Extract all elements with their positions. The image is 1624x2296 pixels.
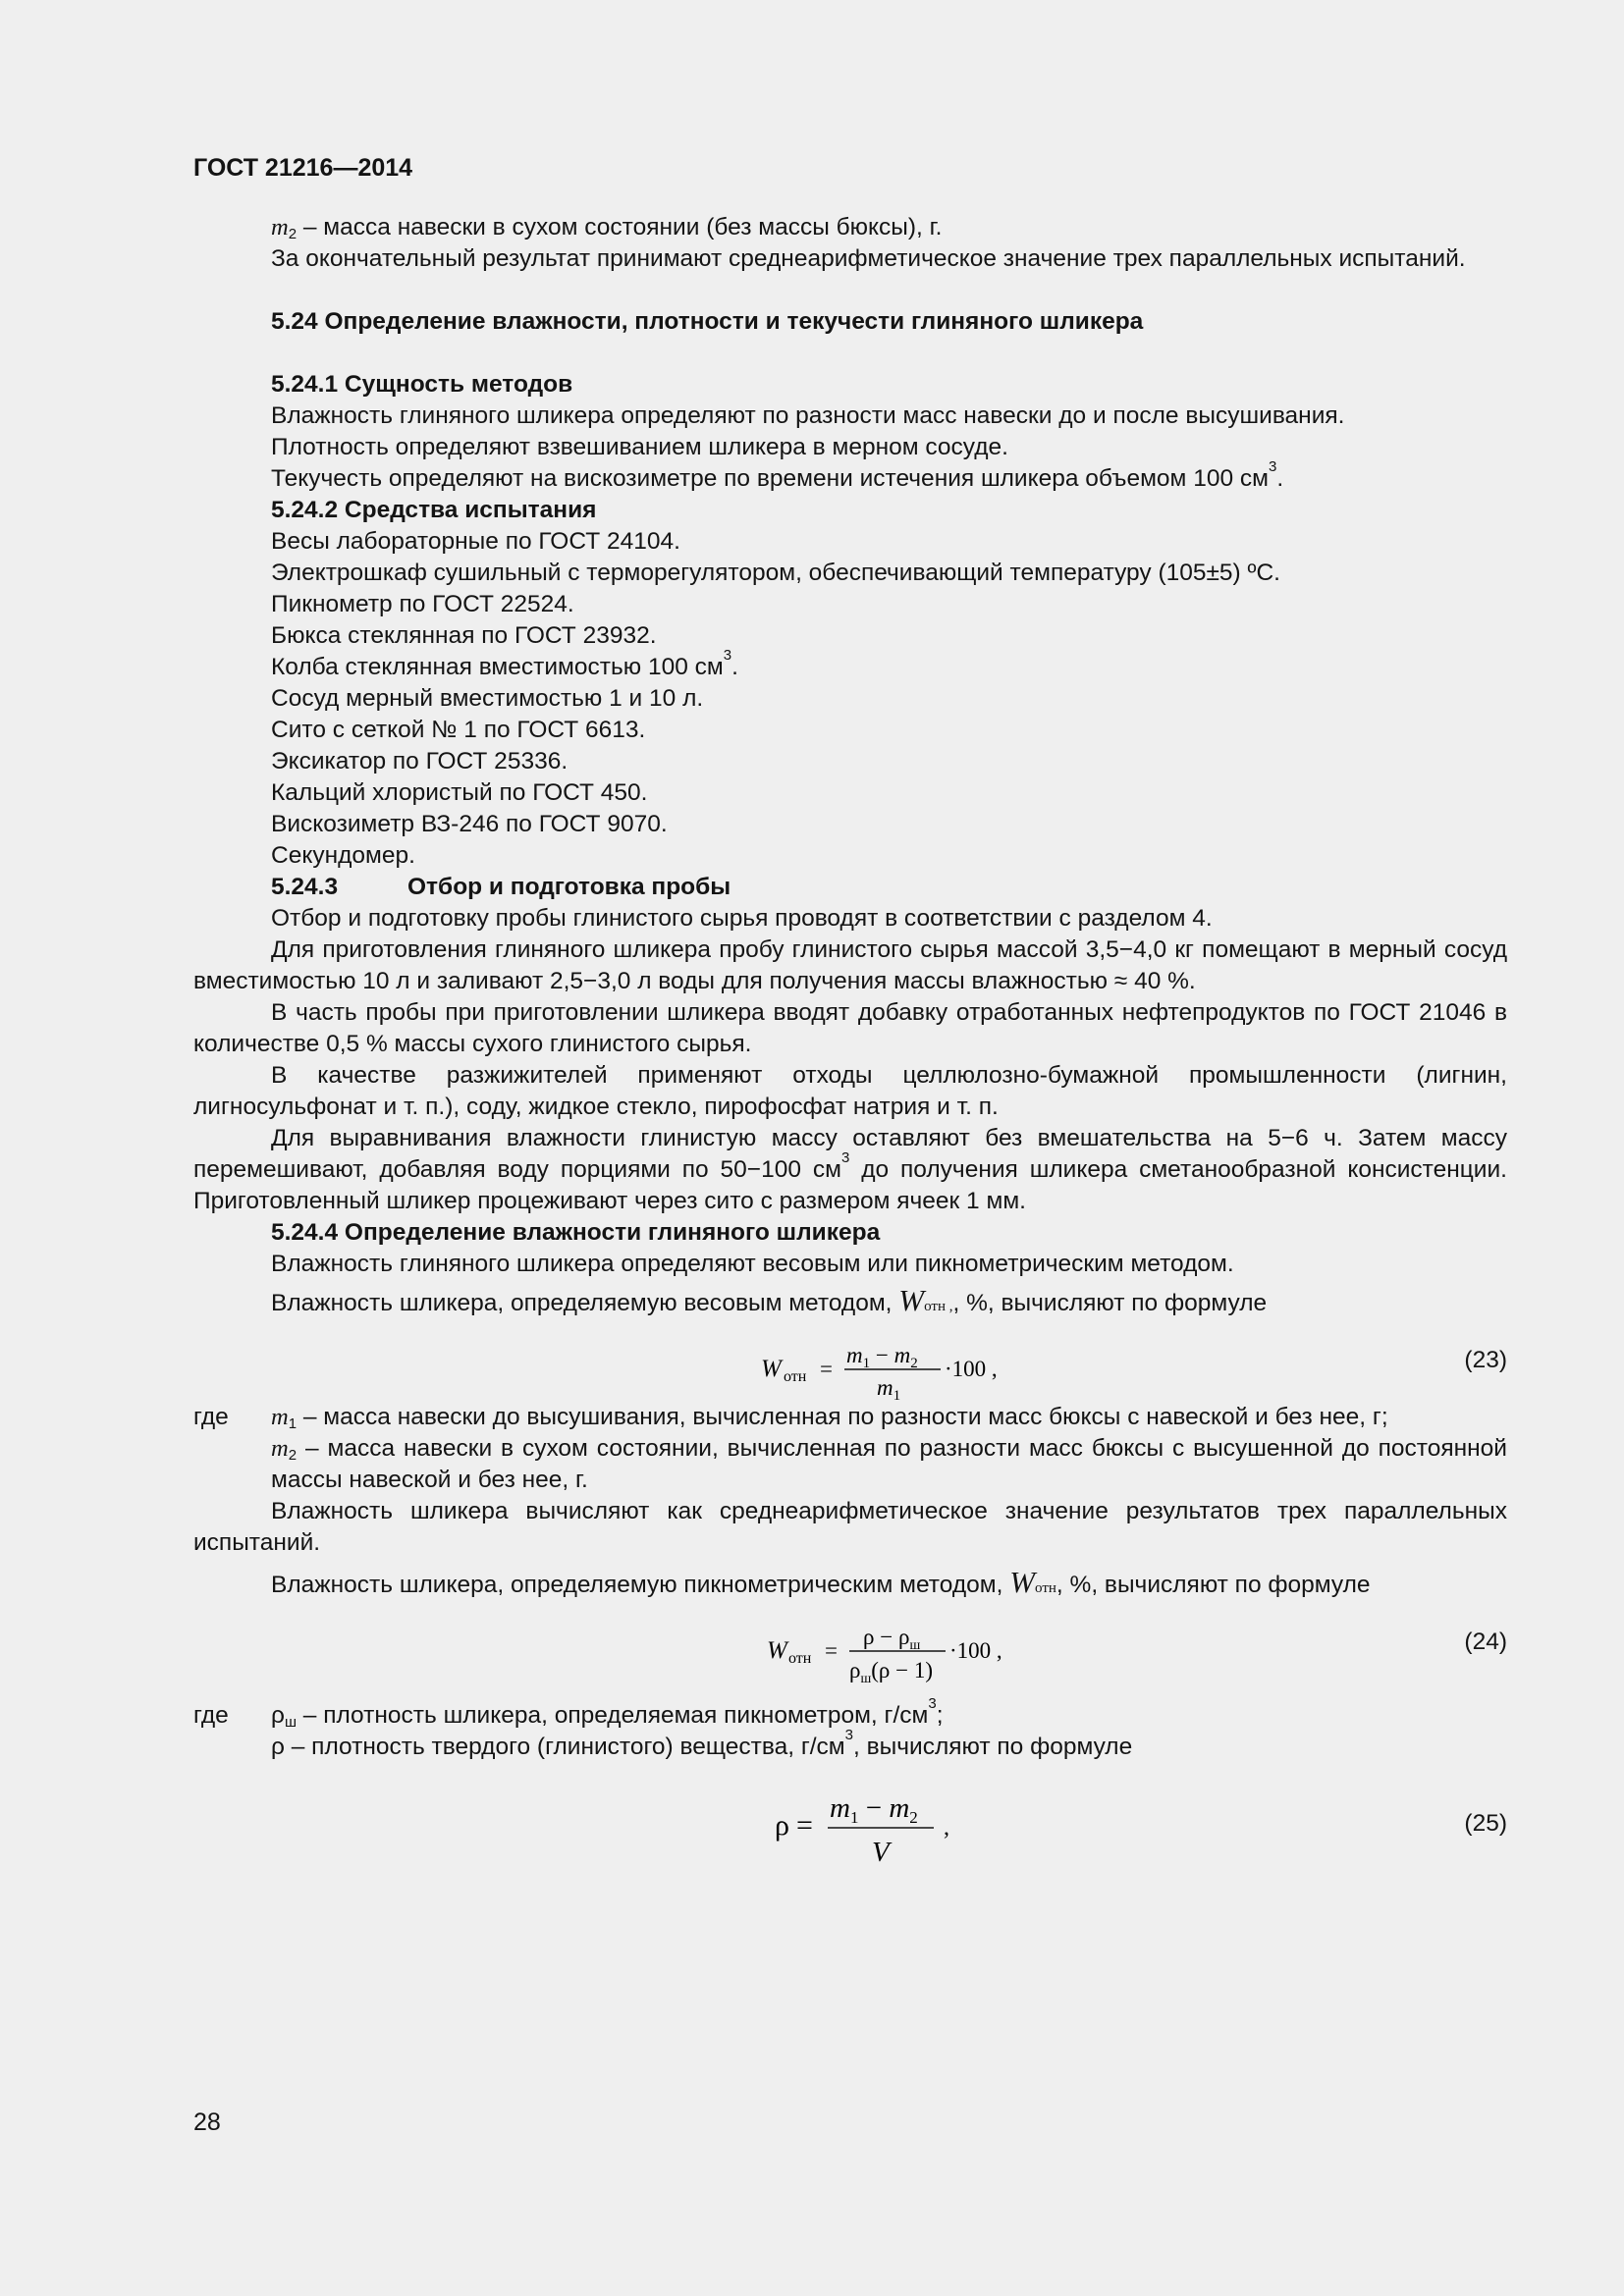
- formula-24: [193, 1610, 1507, 1692]
- formula-lhs-W: W: [767, 1637, 787, 1664]
- definition-m2: $m_2$ – масса навески в сухом состоянии, вычисленная по разности масс бюксы с высушенной до постоянной массы навеской и без нее, г.: [271, 1435, 1507, 1493]
- paragraph: В часть пробы при приготовлении шликера вводят добавку отработанных нефтепродуктов по ГОСТ 21046 в количестве 0,5 % массы сухого глинистого сырья.: [193, 999, 1507, 1057]
- definition-rho: ρ – плотность твердого (глинистого) вещества, $г/см^3$, вычисляют по формуле: [271, 1727, 1133, 1760]
- formula-number: (24): [1464, 1629, 1507, 1655]
- formula-equals: =: [825, 1638, 838, 1663]
- where-definitions: [271, 1695, 1507, 1763]
- formula-numerator: $\rho - \rho_ш$: [863, 1625, 921, 1653]
- paragraph: За окончательный результат принимают среднеарифметическое значение трех параллельных испытаний.: [271, 245, 1466, 272]
- formula-lhs-rho: ρ: [775, 1809, 789, 1842]
- equipment-item: Весы лабораторные по ГОСТ 24104.: [271, 528, 680, 555]
- equipment-item: Колба стеклянная вместимостью 100 $см^3$.: [271, 647, 738, 680]
- section-heading-5-24-1: 5.24.1 Сущность методов: [271, 371, 573, 398]
- formula-equals: =: [796, 1809, 813, 1842]
- paragraph: Влажность глиняного шликера определяют по разности масс навески до и после высушивания.: [271, 402, 1345, 429]
- formula-numerator: $m_1 - m_2$: [830, 1792, 918, 1827]
- formula-23: [193, 1329, 1507, 1400]
- formula-denominator: $m_1$: [877, 1375, 901, 1400]
- equipment-item: Секундомер.: [271, 842, 415, 869]
- paragraph: Для выравнивания влажности глинистую массу оставляют без вмешательства на 5−6 ч. Затем массу перемешивают, добавляя воду порциями по 50−100 $см^3$ до получения шликера сметанообразной консистенции. Приготовленный шликер процеживают через сито с размером ячеек 1 мм.: [193, 1125, 1507, 1214]
- formula-tail: ,: [944, 1815, 949, 1841]
- equipment-item: Кальций хлористый по ГОСТ 450.: [271, 779, 648, 806]
- paragraph: Текучесть определяют на вискозиметре по времени истечения шликера объемом 100 $см^3$.: [271, 458, 1284, 492]
- where-label: где: [193, 1404, 229, 1430]
- formula-number: (23): [1464, 1347, 1507, 1373]
- definition-m1: $m_1$ – масса навески до высушивания, вычисленная по разности масс бюксы с навеской и без нее, г;: [271, 1404, 1388, 1432]
- formula-23-graphic: [193, 1329, 1507, 1400]
- formula-denominator: V: [872, 1837, 890, 1867]
- formula-lhs-sub: отн: [784, 1368, 807, 1385]
- formula-25-graphic: [193, 1785, 1507, 1867]
- section-heading-5-24-3: 5.24.3 Отбор и подготовка пробы: [271, 874, 731, 900]
- formula-tail: ·100 ,: [949, 1638, 1002, 1663]
- formula-number: (25): [1464, 1810, 1507, 1837]
- formula-24-graphic: [193, 1610, 1507, 1692]
- formula-lhs-sub: отн: [788, 1650, 812, 1667]
- formula-numerator: $m_1 - m_2$: [846, 1343, 918, 1371]
- where-label: где: [193, 1702, 229, 1729]
- equipment-item: Эксикатор по ГОСТ 25336.: [271, 748, 568, 774]
- equipment-item: Сосуд мерный вместимостью 1 и 10 л.: [271, 685, 704, 712]
- document-body: [193, 212, 1507, 1867]
- where-definitions: [271, 1402, 1507, 1496]
- paragraph: Влажность шликера, определяемую весовым методом, Wотн ,, %, вычисляют по формуле: [271, 1283, 1268, 1317]
- formula-denominator: $\rho_ш(\rho - 1)$: [849, 1658, 934, 1686]
- equipment-item: Сито с сеткой № 1 по ГОСТ 6613.: [271, 717, 646, 743]
- definition-rho-sh: $\rho_ш$ – плотность шликера, определяемая пикнометром, $г/см^3$;: [271, 1695, 944, 1731]
- where-block: [193, 1402, 1507, 1496]
- formula-tail: ·100 ,: [945, 1357, 998, 1381]
- equipment-item: Электрошкаф сушильный с терморегулятором, обеспечивающий температуру (105±5) ºС.: [271, 560, 1280, 586]
- document-header: ГОСТ 21216—2014: [193, 154, 413, 182]
- formula-25: [193, 1785, 1507, 1867]
- paragraph: Отбор и подготовку пробы глинистого сырья проводят в соответствии с разделом 4.: [271, 905, 1213, 932]
- paragraph: Плотность определяют взвешиванием шликера в мерном сосуде.: [271, 434, 1008, 460]
- paragraph: Влажность глиняного шликера определяют весовым или пикнометрическим методом.: [271, 1251, 1234, 1277]
- equipment-item: Вискозиметр ВЗ-246 по ГОСТ 9070.: [271, 811, 668, 837]
- equipment-item: Бюкса стеклянная по ГОСТ 23932.: [271, 622, 657, 649]
- paragraph: Влажность шликера, определяемую пикнометрическим методом, Wотн, %, вычисляют по формуле: [271, 1565, 1371, 1599]
- section-heading-5-24: 5.24 Определение влажности, плотности и текучести глиняного шликера: [271, 308, 1144, 335]
- paragraph: $m_2$ – масса навески в сухом состоянии (без массы бюксы), г.: [271, 214, 943, 242]
- paragraph: Влажность шликера вычисляют как среднеарифметическое значение результатов трех параллельных испытаний.: [193, 1498, 1507, 1556]
- section-heading-5-24-4: 5.24.4 Определение влажности глиняного шликера: [271, 1219, 881, 1246]
- formula-lhs-W: W: [761, 1356, 782, 1382]
- paragraph: В качестве разжижителей применяют отходы целлюлозно-бумажной промышленности (лигнин, лигносульфонат и т. п.), соду, жидкое стекло, пирофосфат натрия и т. п.: [193, 1062, 1507, 1120]
- formula-equals: =: [820, 1357, 833, 1381]
- where-block: [193, 1695, 1507, 1763]
- equipment-item: Пикнометр по ГОСТ 22524.: [271, 591, 574, 617]
- page-number: 28: [193, 2109, 221, 2136]
- section-heading-5-24-2: 5.24.2 Средства испытания: [271, 497, 597, 523]
- paragraph: Для приготовления глиняного шликера пробу глинистого сырья массой 3,5−4,0 кг помещают в мерный сосуд вместимостью 10 л и заливают 2,5−3,0 л воды для получения массы влажностью ≈ 40 %.: [193, 936, 1507, 994]
